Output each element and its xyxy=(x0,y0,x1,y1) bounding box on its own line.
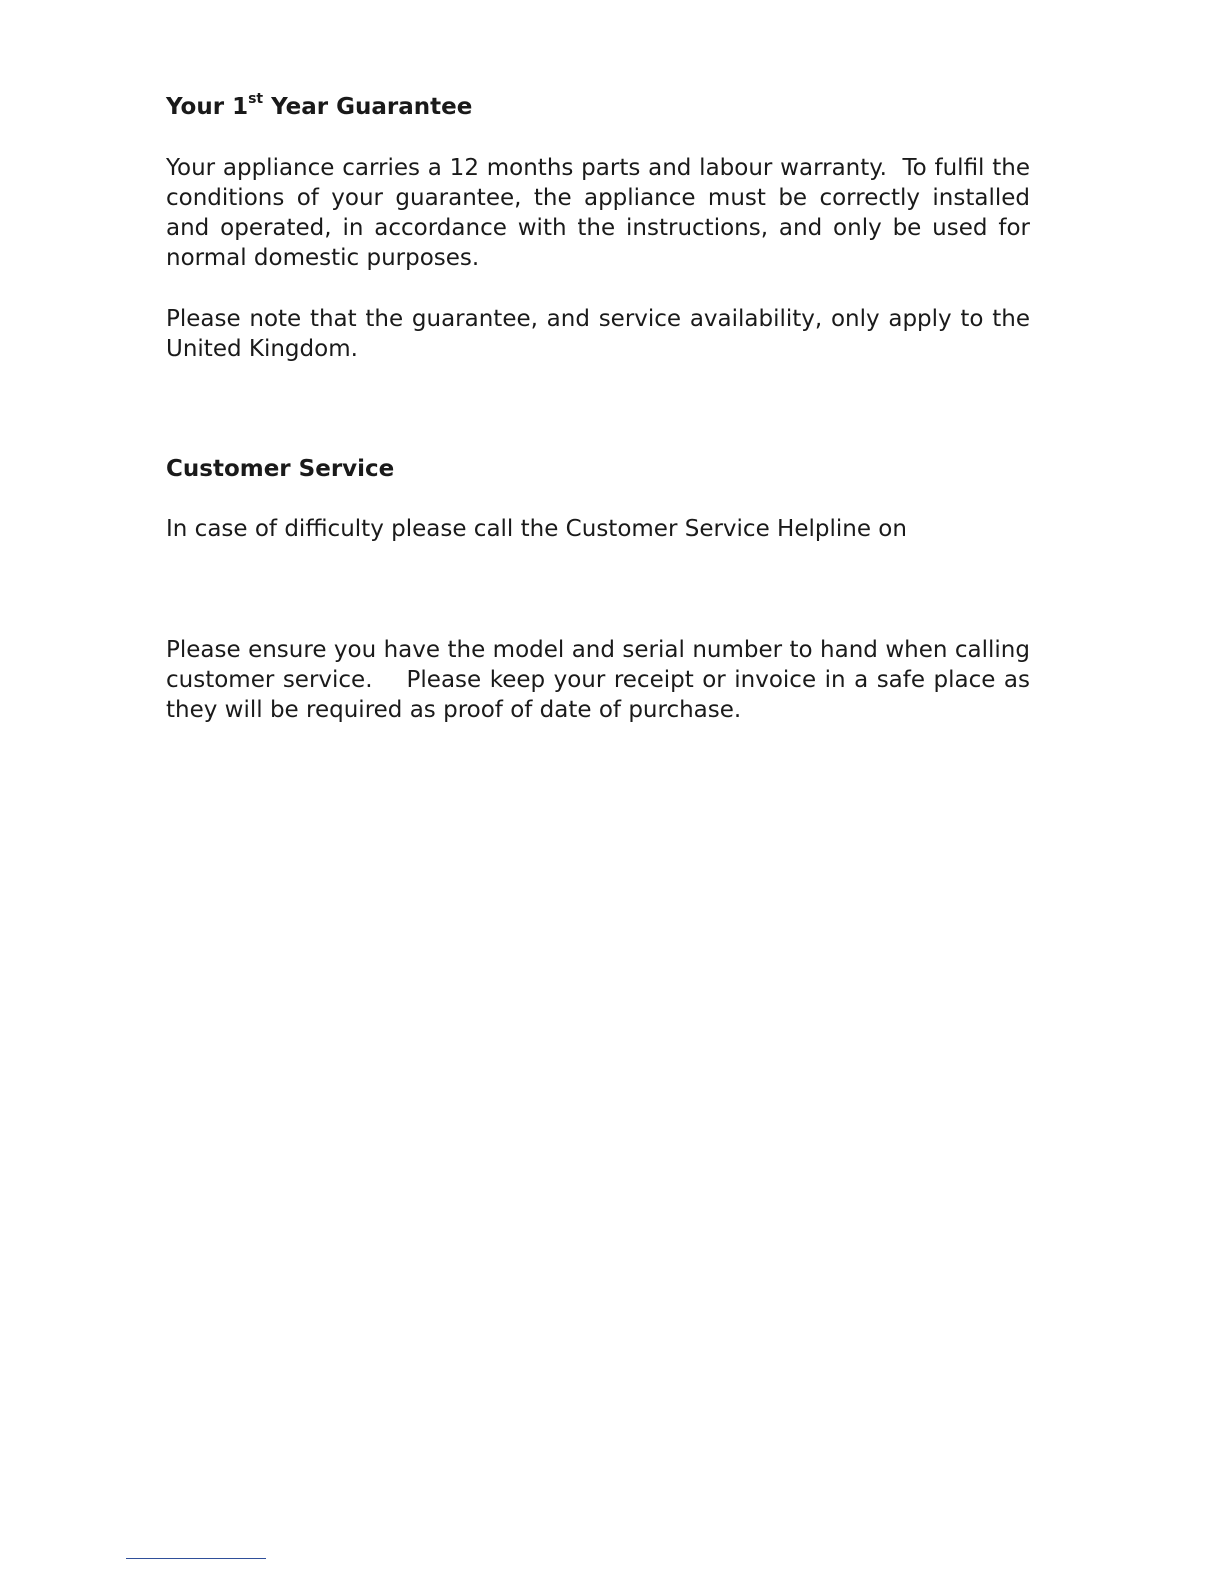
guarantee-heading-post: Year Guarantee xyxy=(263,94,473,120)
guarantee-heading-pre: Your 1 xyxy=(166,94,249,120)
customer-service-heading: Customer Service xyxy=(166,456,395,482)
guarantee-heading xyxy=(166,92,472,122)
guarantee-heading-ordinal: st xyxy=(248,91,264,108)
warranty-paragraph: Your appliance carries a 12 months parts and labour warranty. To fulfil the conditions of your guarantee, the appliance must be correctly installed and operated, in accordance with the instructions, and only be used for normal domestic purposes. xyxy=(166,155,1038,271)
uk-availability-paragraph: Please note that the guarantee, and service availability, only apply to the United Kingdom. xyxy=(166,306,1030,362)
helpline-paragraph: In case of difficulty please call the Customer Service Helpline on xyxy=(166,516,907,542)
footnote-separator xyxy=(126,1558,266,1559)
serial-number-paragraph: Please ensure you have the model and serial number to hand when calling customer service. Please keep your receipt or invoice in a safe place as they will be required as proof of date of purchase. xyxy=(166,637,1038,723)
